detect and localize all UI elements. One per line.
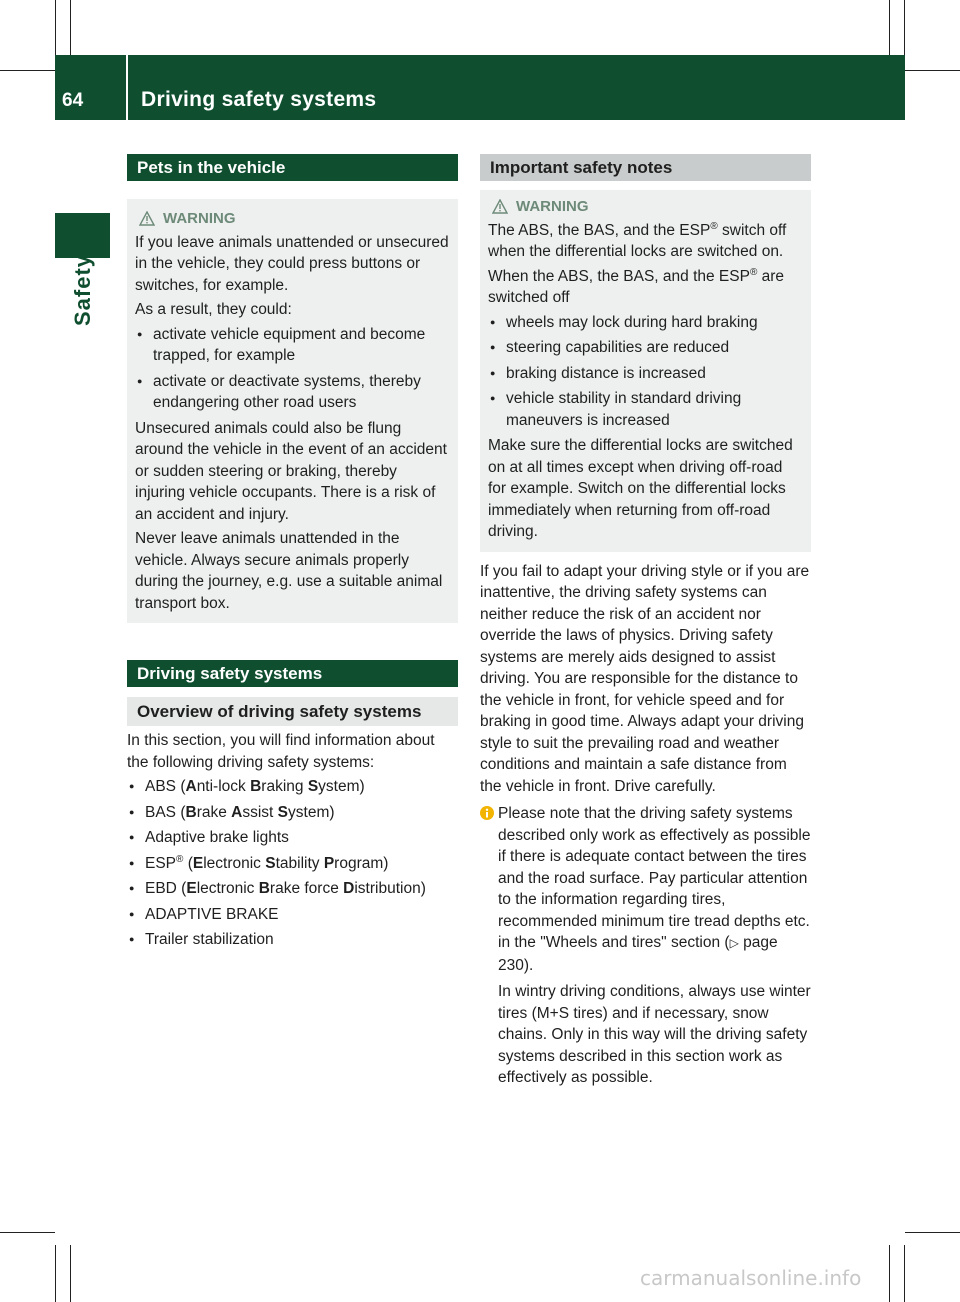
warning-list [135,324,450,414]
systems-list [127,776,458,951]
warning-box-pets [127,199,458,623]
warning-paragraph: When the ABS, the BAS, and the ESP® are switched off [488,266,785,306]
crop-mark [889,0,890,55]
crop-mark [0,70,55,71]
crop-mark [70,0,71,55]
crop-mark [904,1245,905,1302]
warning-label: WARNING [163,210,236,227]
warning-box-differential [480,190,811,552]
warning-title [488,196,803,218]
body-paragraph: If you fail to adapt your driving style or if you are inattentive, the driving safety systems can neither reduce the risk of an accident nor override the laws of physics. Driving safety systems are merely aids designed to assist driving. You are responsible for the distance to the vehicle in front, for vehicle speed and for braking in good time. Always adapt your driving style to suit the prevailing road and weather conditions and maintain a safe distance from the vehicle in front. Drive carefully. [480,562,810,795]
list-item: ● steering capabilities are reduced [488,337,803,359]
list-item-adaptive-brake-lights: ● Adaptive brake lights [127,827,458,849]
list-item: ● activate vehicle equipment and become trapped, for example [135,324,450,367]
warning-paragraph: If you leave animals unattended or unsecured in the vehicle, they could press buttons or switches, for example. [135,233,449,294]
info-paragraph: Please note that the driving safety systems described only work as effectively as possible if there is adequate contact between the tires and the road surface. Pay particular attention to the information regarding tires, recommended minimum tire tread depths etc. in the "Wheels and tires" section (▷ page 230). [498,805,811,974]
running-title: Driving safety systems [141,88,377,111]
side-tab-marker [55,213,110,258]
list-item-esp: ● ESP® (Electronic Stability Program) [127,853,458,875]
warning-paragraph: As a result, they could: [135,301,292,318]
crop-mark [55,1245,56,1302]
list-item: ● braking distance is increased [488,363,803,385]
crop-mark [55,0,56,55]
warning-label: WARNING [516,198,589,215]
warning-list [488,312,803,432]
crop-mark [904,0,905,55]
subsection-heading-overview: Overview of driving safety systems [127,697,458,726]
list-item-bas: ● BAS (Brake Assist System) [127,802,458,824]
right-column [480,154,811,1095]
crop-mark [70,1245,71,1302]
list-item-adaptive-brake: ● ADAPTIVE BRAKE [127,904,458,926]
watermark: carmanualsonline.info [640,1266,862,1290]
page-number: 64 [62,90,84,111]
section-heading-pets: Pets in the vehicle [127,154,458,181]
crop-mark [889,1245,890,1302]
info-paragraph: In wintry driving conditions, always use winter tires (M+S tires) and if necessary, snow chains. Only in this way will the driving safety systems described in this section work as effectively as possible. [498,983,811,1086]
warning-paragraph: The ABS, the BAS, and the ESP® switch off when the differential locks are switched on. [488,220,787,260]
warning-paragraph: Never leave animals unattended in the vehicle. Always secure animals properly during the journey, e.g. use a suitable animal transport box. [135,530,443,612]
list-item-abs: ● ABS (Anti-lock Braking System) [127,776,458,798]
list-item: ● wheels may lock during hard braking [488,312,803,334]
crop-mark [0,1232,55,1233]
warning-paragraph: Unsecured animals could also be flung around the vehicle in the event of an accident or sudden steering or braking, thereby injuring vehicle occupants. There is a risk of an accident and injury. [135,419,447,523]
list-item-trailer-stabilization: ● Trailer stabilization [127,929,458,951]
warning-triangle-icon [492,199,508,214]
header-divider [126,55,128,120]
overview-intro: In this section, you will find information about the following driving safety systems: [127,732,435,771]
warning-title [135,208,450,230]
left-column [127,154,458,955]
side-tab-label: Safety [70,253,95,327]
page-reference-arrow-icon: ▷ [729,936,739,950]
list-item-ebd: ● EBD (Electronic Brake force Distribution) [127,878,458,900]
warning-paragraph: Make sure the differential locks are switched on at all times except when driving off-road for example. Switch on the differential locks immediately when returning from off-road driving. [488,437,793,540]
list-item: ● activate or deactivate systems, thereby endangering other road users [135,371,450,414]
info-icon [480,806,494,820]
page-reference-link[interactable]: page 230 [498,934,778,974]
warning-triangle-icon [139,211,155,226]
section-heading-dss: Driving safety systems [127,660,458,687]
info-note [480,803,811,1089]
crop-mark [905,1232,960,1233]
section-heading-important-notes: Important safety notes [480,154,811,181]
crop-mark [905,70,960,71]
list-item: ● vehicle stability in standard driving maneuvers is increased [488,388,803,431]
